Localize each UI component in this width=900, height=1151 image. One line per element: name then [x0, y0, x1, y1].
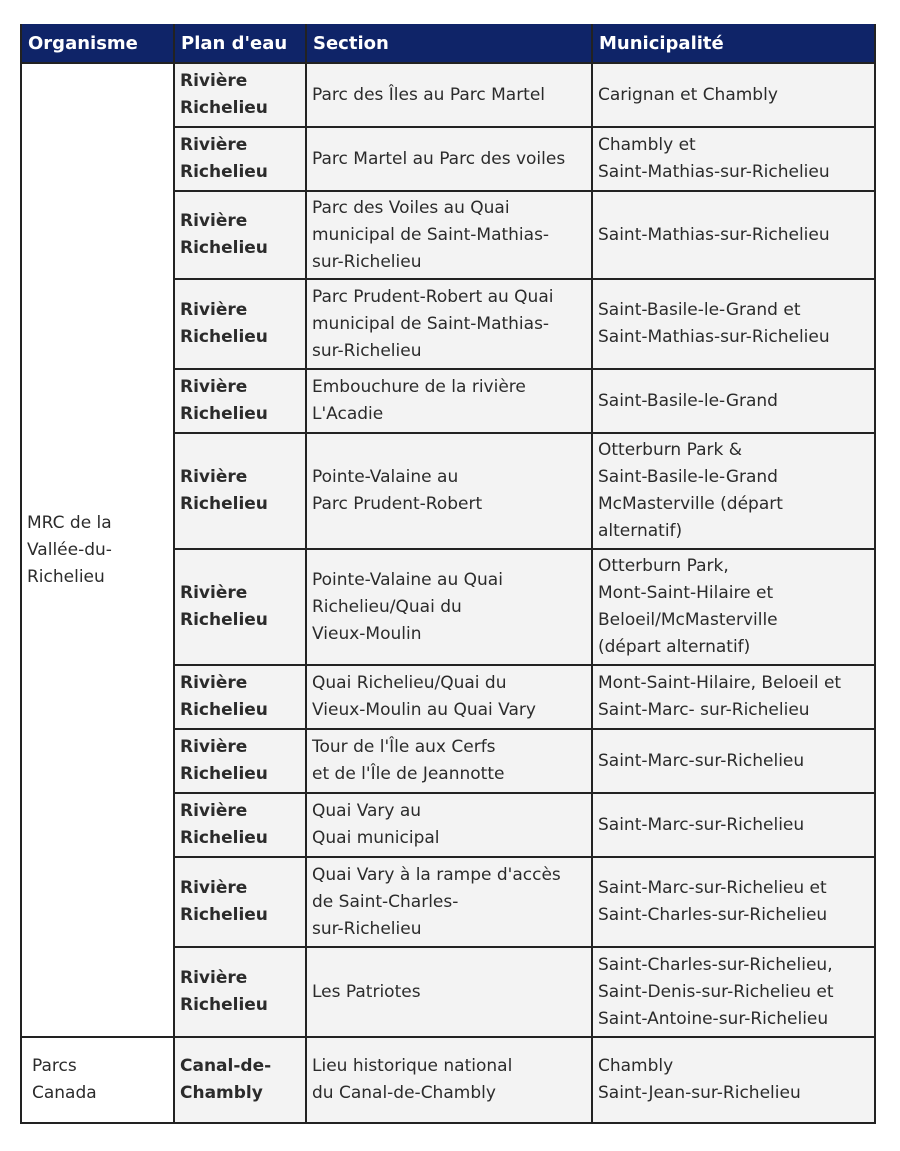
municipalite-line: McMasterville (départ	[598, 494, 783, 514]
plan-eau-line: Richelieu	[180, 327, 268, 347]
section-line: Pointe-Valaine au Quai	[312, 569, 503, 590]
header-organisme: Organisme	[21, 24, 174, 63]
plan-eau-line: Rivière	[180, 377, 248, 397]
plan-eau-line: Richelieu	[180, 238, 268, 258]
section-line: Tour de l'Île aux Cerfs	[312, 737, 496, 757]
municipalite-line: Beloeil/McMasterville	[598, 610, 778, 630]
plan-eau-line: Canal-de-	[180, 1056, 272, 1076]
municipalite-line: Otterburn Park,	[598, 556, 729, 576]
organisme-line: Vallée-du-	[27, 539, 112, 560]
section-line: et de l'Île de Jeannotte	[312, 764, 505, 784]
section-line: Parc Prudent-Robert au Quai	[312, 286, 554, 307]
plan-eau-cell	[174, 947, 306, 1037]
section-cell	[306, 369, 592, 433]
plan-eau-line: Rivière	[180, 878, 248, 898]
plan-eau-line: Rivière	[180, 583, 248, 603]
section-line: Quai Vary à la rampe d'accès	[312, 864, 561, 885]
plan-eau-line: Richelieu	[180, 764, 268, 784]
plan-eau-cell	[174, 857, 306, 947]
section-line: Embouchure de la rivière	[312, 377, 526, 397]
municipalite-cell	[592, 279, 875, 369]
plan-eau-line: Rivière	[180, 71, 248, 91]
section-line: L'Acadie	[312, 404, 384, 424]
section-line: Parc des Îles au Parc Martel	[312, 84, 546, 105]
municipalite-line: Mont-Saint-Hilaire, Beloeil et	[598, 673, 842, 693]
municipalite-line: (départ alternatif)	[598, 637, 751, 657]
plan-eau-line: Rivière	[180, 968, 248, 988]
section-cell	[306, 947, 592, 1037]
plan-eau-line: Richelieu	[180, 98, 268, 118]
municipalite-line: Saint-Mathias-sur-Richelieu	[598, 162, 830, 182]
section-line: sur-Richelieu	[312, 251, 422, 272]
municipalite-cell	[592, 857, 875, 947]
plan-eau-line: Rivière	[180, 135, 248, 155]
organisme-line: Parcs	[32, 1056, 77, 1076]
section-line: municipal de Saint-Mathias-	[312, 224, 550, 245]
table-body	[21, 63, 875, 1123]
section-line: de Saint-Charles-	[312, 891, 459, 912]
section-cell	[306, 191, 592, 279]
section-line: Quai municipal	[312, 828, 440, 848]
plan-eau-cell	[174, 1037, 306, 1123]
plan-eau-cell	[174, 63, 306, 127]
plan-eau-line: Richelieu	[180, 828, 268, 848]
section-line: municipal de Saint-Mathias-	[312, 313, 550, 334]
section-cell	[306, 127, 592, 191]
plan-eau-line: Richelieu	[180, 995, 268, 1015]
municipalite-line: Saint-Mathias-sur-Richelieu	[598, 224, 830, 245]
section-cell	[306, 433, 592, 549]
section-cell	[306, 665, 592, 729]
municipalite-line: Saint-Marc-sur-Richelieu	[598, 814, 805, 835]
sections-table	[20, 24, 876, 1124]
plan-eau-line: Richelieu	[180, 404, 268, 424]
municipalite-cell	[592, 433, 875, 549]
section-line: sur-Richelieu	[312, 340, 422, 361]
municipalite-cell	[592, 369, 875, 433]
section-line: Les Patriotes	[312, 981, 421, 1002]
plan-eau-cell	[174, 433, 306, 549]
municipalite-line: Mont-Saint-Hilaire et	[598, 583, 774, 603]
section-cell	[306, 729, 592, 793]
municipalite-line: Saint-Basile-le-Grand	[598, 390, 778, 411]
section-line: Richelieu/Quai du	[312, 596, 462, 617]
municipalite-cell	[592, 549, 875, 665]
section-cell	[306, 857, 592, 947]
plan-eau-line: Rivière	[180, 300, 248, 320]
plan-eau-cell	[174, 369, 306, 433]
section-line: Parc Prudent-Robert	[312, 494, 483, 514]
municipalite-line: Saint-Antoine-sur-Richelieu	[598, 1008, 829, 1029]
section-line: du Canal-de-Chambly	[312, 1083, 496, 1103]
municipalite-cell	[592, 191, 875, 279]
municipalite-line: Saint-Basile-le-Grand et	[598, 300, 801, 320]
header-plan-eau: Plan d'eau	[174, 24, 306, 63]
plan-eau-line: Richelieu	[180, 610, 268, 630]
section-cell	[306, 279, 592, 369]
section-line: Pointe-Valaine au	[312, 467, 459, 487]
municipalite-line: Saint-Mathias-sur-Richelieu	[598, 327, 830, 347]
plan-eau-line: Rivière	[180, 801, 248, 821]
table-row	[21, 63, 875, 127]
section-line: Lieu historique national	[312, 1056, 513, 1076]
plan-eau-line: Rivière	[180, 673, 248, 693]
table-row	[21, 1037, 875, 1123]
section-line: Vieux-Moulin	[312, 623, 422, 644]
municipalite-line: Chambly et	[598, 135, 696, 155]
header-municipalite: Municipalité	[592, 24, 875, 63]
municipalite-line: Saint-Basile-le-Grand	[598, 467, 778, 487]
municipalite-cell	[592, 63, 875, 127]
plan-eau-cell	[174, 729, 306, 793]
plan-eau-line: Rivière	[180, 211, 248, 231]
municipalite-line: alternatif)	[598, 521, 683, 541]
organisme-line: MRC de la	[27, 512, 112, 533]
plan-eau-line: Rivière	[180, 737, 248, 757]
organisme-cell	[21, 63, 174, 1037]
plan-eau-cell	[174, 191, 306, 279]
plan-eau-line: Richelieu	[180, 494, 268, 514]
municipalite-line: Chambly	[598, 1056, 674, 1076]
plan-eau-line: Richelieu	[180, 162, 268, 182]
section-line: sur-Richelieu	[312, 918, 422, 939]
section-cell	[306, 1037, 592, 1123]
municipalite-cell	[592, 793, 875, 857]
municipalite-line: Saint-Marc- sur-Richelieu	[598, 700, 810, 720]
municipalite-line: Saint-Marc-sur-Richelieu	[598, 750, 805, 771]
organisme-line: Canada	[32, 1083, 97, 1103]
municipalite-cell	[592, 665, 875, 729]
plan-eau-line: Richelieu	[180, 700, 268, 720]
plan-eau-cell	[174, 665, 306, 729]
plan-eau-cell	[174, 127, 306, 191]
municipalite-line: Saint-Denis-sur-Richelieu et	[598, 981, 834, 1002]
organisme-line: Richelieu	[27, 566, 105, 587]
section-cell	[306, 793, 592, 857]
municipalite-cell	[592, 1037, 875, 1123]
municipalite-line: Carignan et Chambly	[598, 84, 778, 105]
plan-eau-line: Rivière	[180, 467, 248, 487]
municipalite-line: Saint-Charles-sur-Richelieu,	[598, 954, 833, 975]
plan-eau-cell	[174, 279, 306, 369]
organisme-cell	[21, 1037, 174, 1123]
municipalite-cell	[592, 127, 875, 191]
section-line: Parc des Voiles au Quai	[312, 197, 510, 218]
plan-eau-cell	[174, 549, 306, 665]
municipalite-line: Saint-Charles-sur-Richelieu	[598, 905, 828, 925]
section-line: Quai Richelieu/Quai du	[312, 673, 507, 693]
section-cell	[306, 549, 592, 665]
municipalite-line: Saint-Marc-sur-Richelieu et	[598, 878, 827, 898]
header-row	[21, 24, 875, 63]
section-line: Vieux-Moulin au Quai Vary	[312, 700, 536, 720]
section-line: Quai Vary au	[312, 801, 422, 821]
plan-eau-line: Richelieu	[180, 905, 268, 925]
plan-eau-line: Chambly	[180, 1083, 263, 1103]
municipalite-line: Saint-Jean-sur-Richelieu	[598, 1083, 801, 1103]
table-container	[20, 24, 874, 1124]
plan-eau-cell	[174, 793, 306, 857]
header-section: Section	[306, 24, 592, 63]
municipalite-cell	[592, 729, 875, 793]
section-line: Parc Martel au Parc des voiles	[312, 148, 566, 169]
municipalite-cell	[592, 947, 875, 1037]
section-cell	[306, 63, 592, 127]
municipalite-line: Otterburn Park &	[598, 440, 742, 460]
